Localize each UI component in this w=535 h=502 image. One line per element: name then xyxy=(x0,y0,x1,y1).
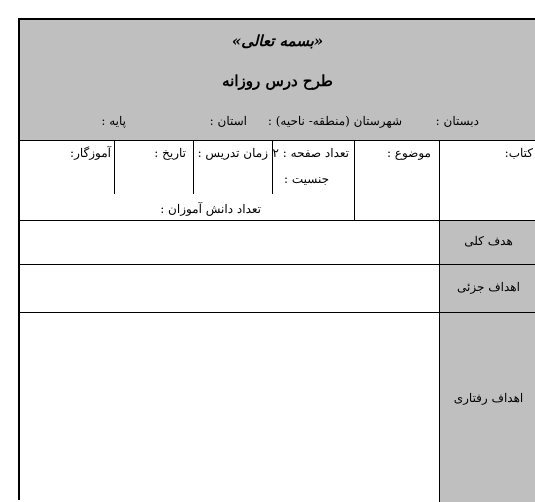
pages-count-label: تعداد صفحه : ۲ xyxy=(272,146,349,160)
students-count-label: تعداد دانش آموزان : xyxy=(160,202,261,216)
bismillah-heading: «بسمه تعالی» xyxy=(231,32,324,50)
book-label: کتاب: xyxy=(504,146,533,160)
behavioral-goals-field[interactable] xyxy=(20,313,439,502)
date-label: تاریخ : xyxy=(154,146,186,160)
general-goal-field[interactable] xyxy=(20,221,439,264)
behavioral-goals-header xyxy=(440,313,535,502)
teaching-time-label: زمان تدریس : xyxy=(197,146,268,160)
city-label: شهرستان (منطقه- ناحیه) : xyxy=(267,114,402,128)
gender-label: جنسیت : xyxy=(283,172,329,186)
form-title: طرح درس روزانه xyxy=(222,72,333,90)
partial-goals-label: اهداف جزئی xyxy=(457,280,520,294)
grade-label: پایه : xyxy=(101,114,126,128)
general-goal-label: هدف کلی xyxy=(464,234,513,248)
province-label: استان : xyxy=(209,114,247,128)
topic-label: موضوع : xyxy=(386,146,431,160)
lesson-plan-form xyxy=(18,18,535,500)
info-divider-topic xyxy=(354,140,355,220)
general-goal-header xyxy=(440,221,535,264)
teacher-label: آموزگار: xyxy=(70,146,111,160)
behavioral-goals-label: اهداف رفتاری xyxy=(453,391,524,405)
info-divider-date xyxy=(114,140,115,194)
partial-goals-field[interactable] xyxy=(20,265,439,312)
form-header xyxy=(20,20,535,141)
info-divider-time xyxy=(193,140,194,194)
school-label: دبستان : xyxy=(435,114,479,128)
partial-goals-header xyxy=(440,265,535,312)
